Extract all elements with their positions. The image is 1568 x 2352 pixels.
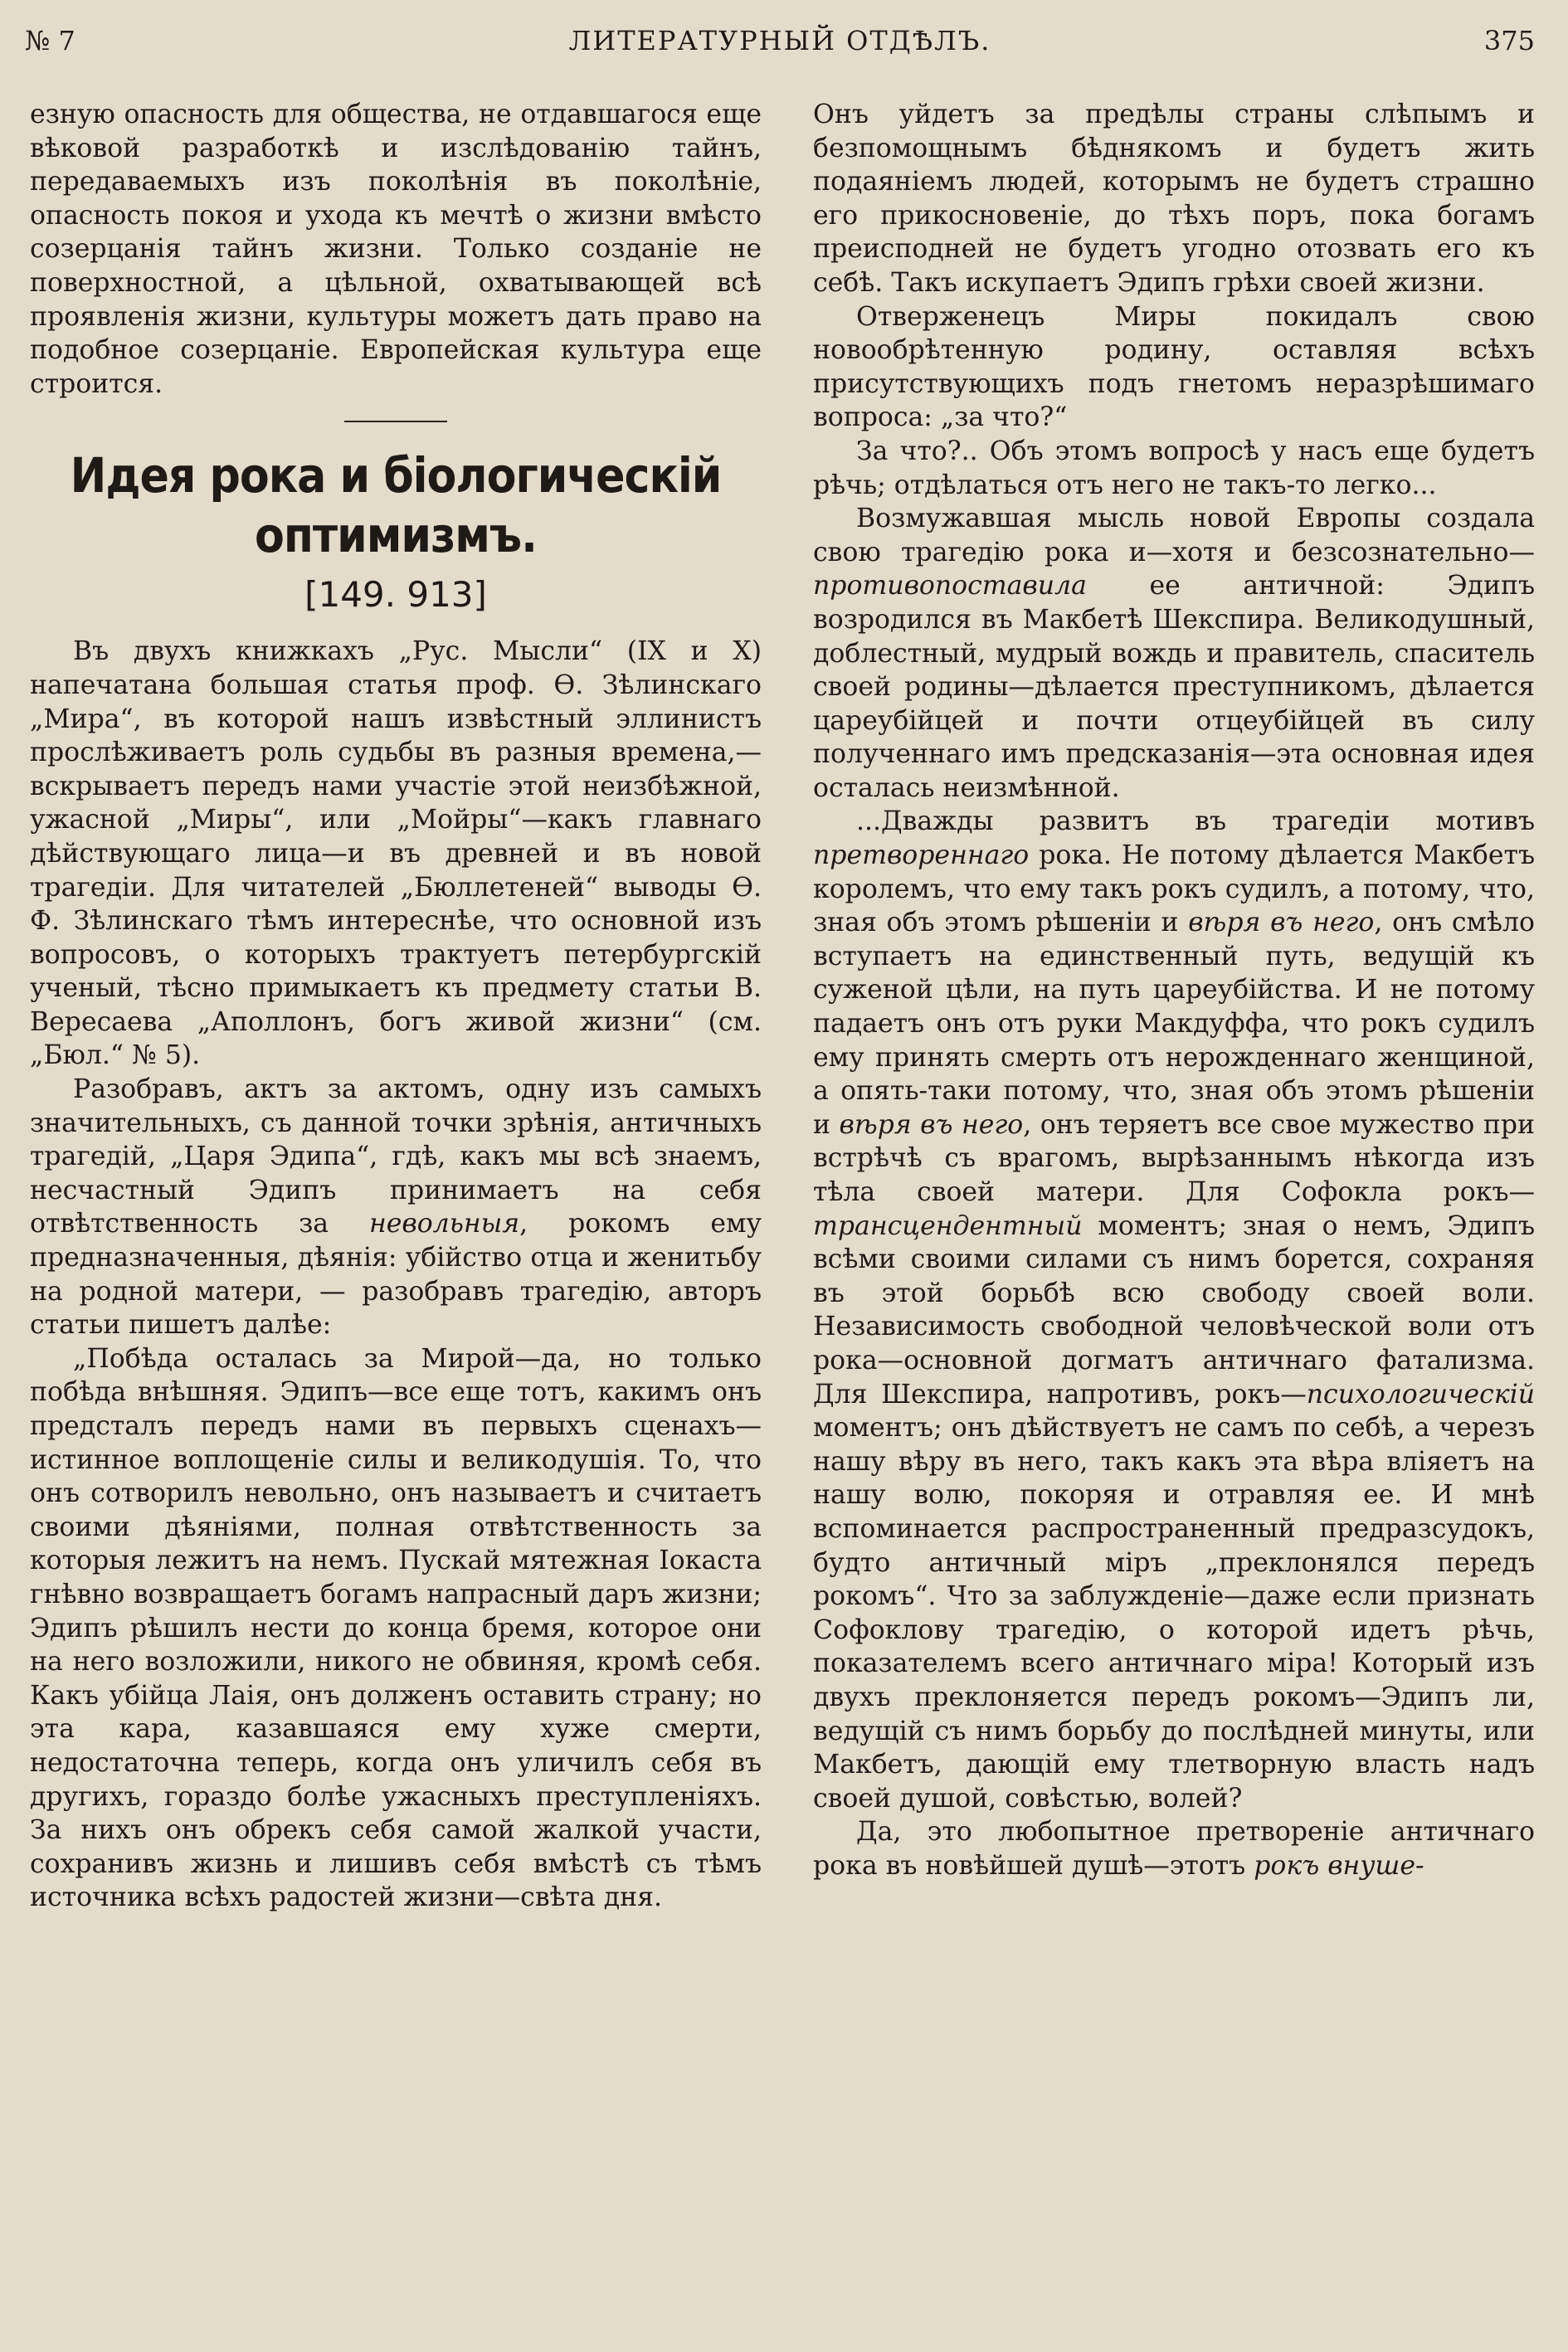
page-number: 375 [1483,25,1535,56]
emphasis: трансцендентный [813,1210,1083,1241]
emphasis: претвореннаго [813,840,1030,871]
article-title-line-1: Идея рока и біологическій [70,447,722,504]
section-divider [30,401,762,434]
paragraph: За что?.. Объ этомъ вопросѣ у насъ еще будетъ рѣчь; отдѣлаться отъ него не такъ-то легко... [813,436,1535,500]
issue-number: № 7 [25,25,75,56]
emphasis: психологическій [1306,1379,1535,1410]
emphasis: рокъ внуше- [1254,1850,1424,1881]
left-column [30,98,762,2330]
paragraph: ...Дважды развитъ въ трагедіи мотивъ претвореннаго рока. Не потому дѣлается Макбетъ королемъ, что ему такъ рокъ судилъ, а потому, что, зная объ этомъ рѣшеніи и вѣря въ него, онъ смѣло вступаетъ на единственный путь, ведущій къ суженой цѣли, на путь цареубійства. И не потому падаетъ онъ отъ руки Макдуффа, что рокъ судилъ ему принять смерть отъ нерожденнаго женщиной, а опять-таки потому, что, зная объ этомъ рѣшеніи и вѣря въ него, онъ теряетъ все свое мужество при встрѣчѣ съ врагомъ, вырѣзаннымъ нѣкогда изъ тѣла своей матери. Для Софокла рокъ—трансцендентный моментъ; зная о немъ, Эдипъ всѣми своими силами съ нимъ борется, сохраняя въ этой борьбѣ всю свободу своей воли. Независимость свободной человѣческой воли отъ рока—основной догматъ античнаго фатализма. Для Шекспира, напротивъ, рокъ—психологическій моментъ; онъ дѣйствуетъ не самъ по себѣ, а черезъ нашу вѣру въ него, такъ какъ эта вѣра вліяетъ на нашу волю, покоряя и отравляя ее. И мнѣ вспоминается распространенный предразсудокъ, будто античный міръ „преклонялся передъ рокомъ“. Что за заблужденіе—даже если признать Софоклову трагедію, о которой идетъ рѣчь, показателемъ всего античнаго міра! Который изъ двухъ преклоняется передъ рокомъ—Эдипъ ли, ведущій съ нимъ борьбу до послѣдней минуты, или Макбетъ, дающій ему тлетворную власть надъ своей душой, совѣстью, волей? [813,806,1535,1814]
paragraph: Въ двухъ книжкахъ „Рус. Мысли“ (IX и X) напечатана большая статья проф. Ѳ. Зѣлинскаго „Мира“, въ которой нашъ извѣстный эллинистъ прослѣживаетъ роль судьбы въ разныя времена,—вскрываетъ передъ нами участіе этой неизбѣжной, ужасной „Миры“, или „Мойры“—какъ главнаго дѣйствующаго лица—и въ древней и въ новой трагедіи. Для читателей „Бюллетеней“ выводы Ѳ. Ф. Зѣлинскаго тѣмъ интереснѣе, что основной изъ вопросовъ, о которыхъ трактуетъ петербургскій ученый, тѣсно примыкаетъ къ предмету статьи В. Вересаева „Аполлонъ, богъ живой жизни“ (см. „Бюл.“ № 5). [30,636,762,1071]
emphasis: вѣря въ него [839,1109,1024,1140]
emphasis: вѣря въ него [1188,908,1375,938]
paragraph: Онъ уйдетъ за предѣлы страны слѣпымъ и безпомощнымъ бѣднякомъ и будетъ жить подаяніемъ людей, которымъ не будетъ страшно его прикосновеніе, до тѣхъ поръ, пока богамъ преисподней не будетъ угодно отозвать его къ себѣ. Такъ искупаетъ Эдипъ грѣхи своей жизни. [813,100,1535,298]
running-head [25,25,1535,75]
right-column [813,98,1535,2330]
emphasis: невольныя [368,1209,520,1239]
intro-paragraph: езную опасность для общества, не отдавшагося еще вѣковой разработкѣ и изслѣдованію тайнъ, передаваемыхъ изъ поколѣнія въ поколѣніе, опасность покоя и ухода къ мечтѣ о жизни вмѣсто созерцанія тайнъ жизни. Только созданіе не поверхностной, а цѣльной, охватывающей всѣ проявленія жизни, культуры можетъ дать право на подобное созерцаніе. Европейская культура еще строится. [30,100,762,399]
emphasis: противопоставила [813,571,1087,601]
article-title [30,446,762,565]
article-code: [149. 913] [304,574,487,616]
paragraph: Разобравъ, актъ за актомъ, одну изъ самыхъ значительныхъ, съ данной точки зрѣнія, античныхъ трагедій, „Царя Эдипа“, гдѣ, какъ мы всѣ знаемъ, несчастный Эдипъ принимаетъ на себя отвѣтственность за невольныя, рокомъ ему предназначенныя, дѣянія: убійство отца и женитьбу на родной матери, — разобравъ трагедію, авторъ статьи пишетъ далѣе: [30,1074,762,1341]
article-title-line-2: оптимизмъ. [255,507,537,564]
quote-paragraph: „Побѣда осталась за Мирой—да, но только побѣда внѣшняя. Эдипъ—все еще тотъ, какимъ онъ предсталъ передъ нами въ первыхъ сценахъ—истинное воплощеніе силы и великодушія. То, что онъ сотворилъ невольно, онъ называетъ и считаетъ своими дѣяніями, полная отвѣтственность за которыя лежитъ на немъ. Пускай мятежная Іокаста гнѣвно возвращаетъ богамъ напрасный даръ жизни; Эдипъ рѣшилъ нести до конца бремя, которое они на него возложили, никого не обвиняя, кромѣ себя. Какъ убійца Лаія, онъ долженъ оставить страну; но эта кара, казавшаяся ему хуже смерти, недостаточна теперь, когда онъ уличилъ себя въ другихъ, гораздо болѣе ужасныхъ преступленіяхъ. За нихъ онъ обрекъ себя самой жалкой участи, сохранивъ жизнь и лишивъ себя вмѣстѣ съ тѣмъ источника всѣхъ радостей жизни—свѣта дня. [30,1343,762,1913]
paragraph: Возмужавшая мысль новой Европы создала свою трагедію рока и—хотя и безсознательно—противопоставила ее античной: Эдипъ возродился въ Макбетѣ Шекспира. Великодушный, доблестный, мудрый вождь и правитель, спаситель своей родины—дѣлается преступникомъ, дѣлается цареубійцей и почти отцеубійцей въ силу полученнаго имъ предсказанія—эта основная идея осталась неизмѣнной. [813,504,1535,803]
section-title: ЛИТЕРАТУРНЫЙ ОТДѢЛЪ. [568,25,991,56]
paragraph: Да, это любопытное претвореніе античнаго рока въ новѣйшей душѣ—этотъ рокъ внуше- [813,1817,1535,1881]
paragraph: Отверженецъ Миры покидалъ свою новообрѣтенную родину, оставляя всѣхъ присутствующихъ подъ гнетомъ неразрѣшимаго вопроса: „за что?“ [813,301,1535,433]
